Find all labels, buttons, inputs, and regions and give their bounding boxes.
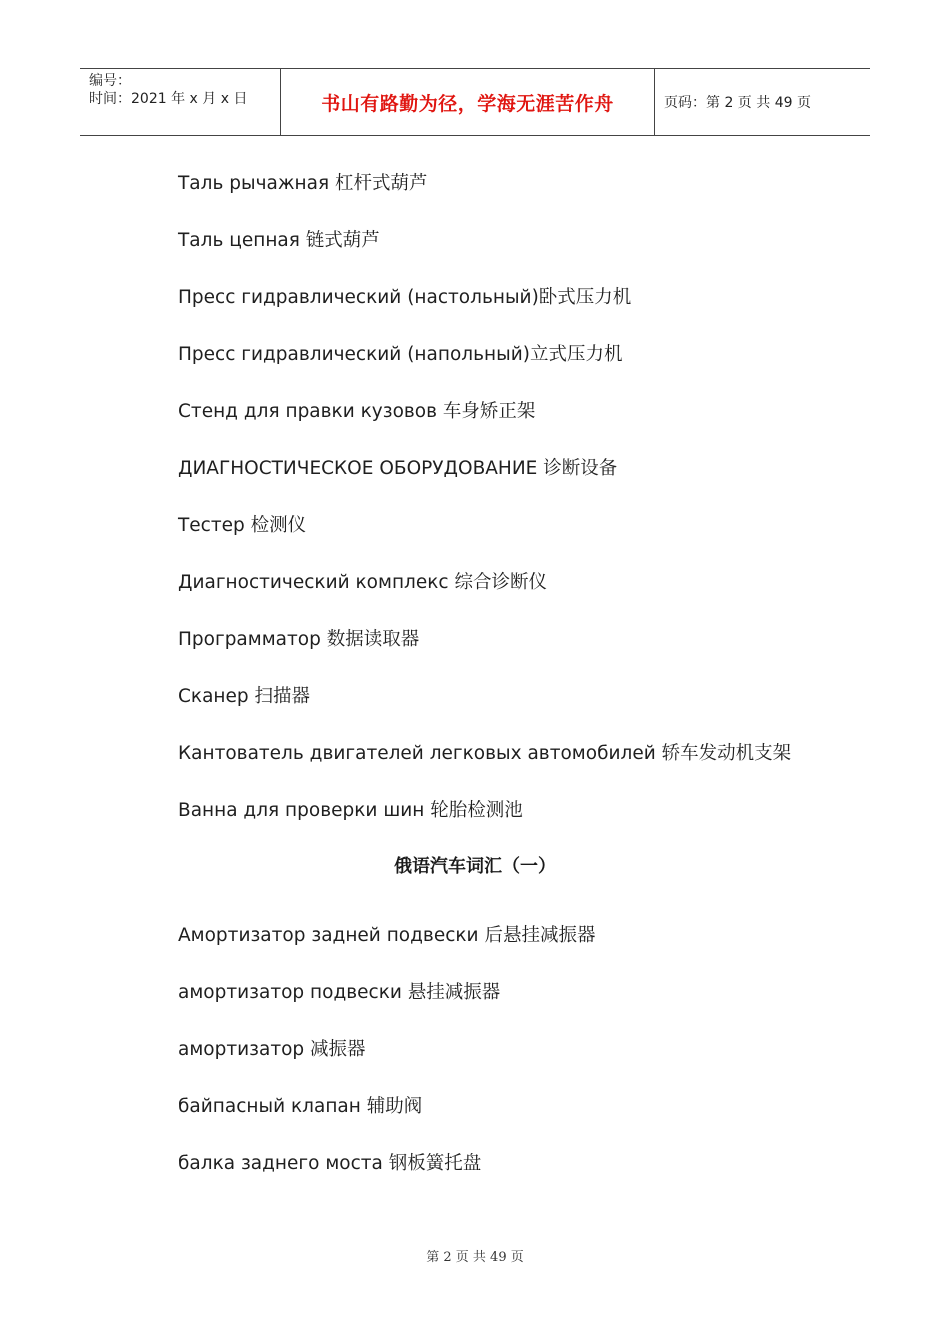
vocab-entry: Пресс гидравлический (напольный)立式压力机 xyxy=(178,344,623,365)
vocab-entry: Таль рычажная 杠杆式葫芦 xyxy=(178,173,428,194)
page-header xyxy=(80,68,870,136)
vocab-entry: балка заднего моста 钢板簧托盘 xyxy=(178,1153,482,1174)
document-date: 时间：2021 年 x 月 x 日 xyxy=(89,91,248,107)
vocab-entry: ДИАГНОСТИЧЕСКОЕ ОБОРУДОВАНИЕ 诊断设备 xyxy=(178,458,618,479)
vocab-entry: Стенд для правки кузовов 车身矫正架 xyxy=(178,401,536,422)
vocab-entry: байпасный клапан 辅助阀 xyxy=(178,1096,423,1117)
header-motto-cell xyxy=(281,69,655,135)
vocab-entry: Амортизатор задней подвески 后悬挂减振器 xyxy=(178,925,596,946)
vocab-entry: Тестер 检测仪 xyxy=(178,515,307,536)
page-footer: 第 2 页 共 49 页 xyxy=(426,1250,524,1265)
document-number: 编号： xyxy=(89,73,131,89)
vocab-entry: Пресс гидравлический (настольный)卧式压力机 xyxy=(178,287,632,308)
vocab-entry: Диагностический комплекс 综合诊断仪 xyxy=(178,572,547,593)
vocab-entry: Сканер 扫描器 xyxy=(178,686,311,707)
vocab-entry: Кантователь двигателей легковых автомобилей 轿车发动机支架 xyxy=(178,743,792,764)
vocab-entry: Программатор 数据读取器 xyxy=(178,629,420,650)
vocab-entry: Ванна для проверки шин 轮胎检测池 xyxy=(178,800,523,821)
section-heading: 俄语汽车词汇（一） xyxy=(394,856,556,877)
motto-text: 书山有路勤为径，学海无涯苦作舟 xyxy=(321,92,614,115)
header-page-info-cell xyxy=(655,69,870,135)
page-info: 页码：第 2 页 共 49 页 xyxy=(664,95,811,111)
vocab-entry: Таль цепная 链式葫芦 xyxy=(178,230,380,251)
vocab-entry: амортизатор 减振器 xyxy=(178,1039,366,1060)
vocab-entry: амортизатор подвески 悬挂减振器 xyxy=(178,982,501,1003)
header-meta xyxy=(80,69,281,135)
